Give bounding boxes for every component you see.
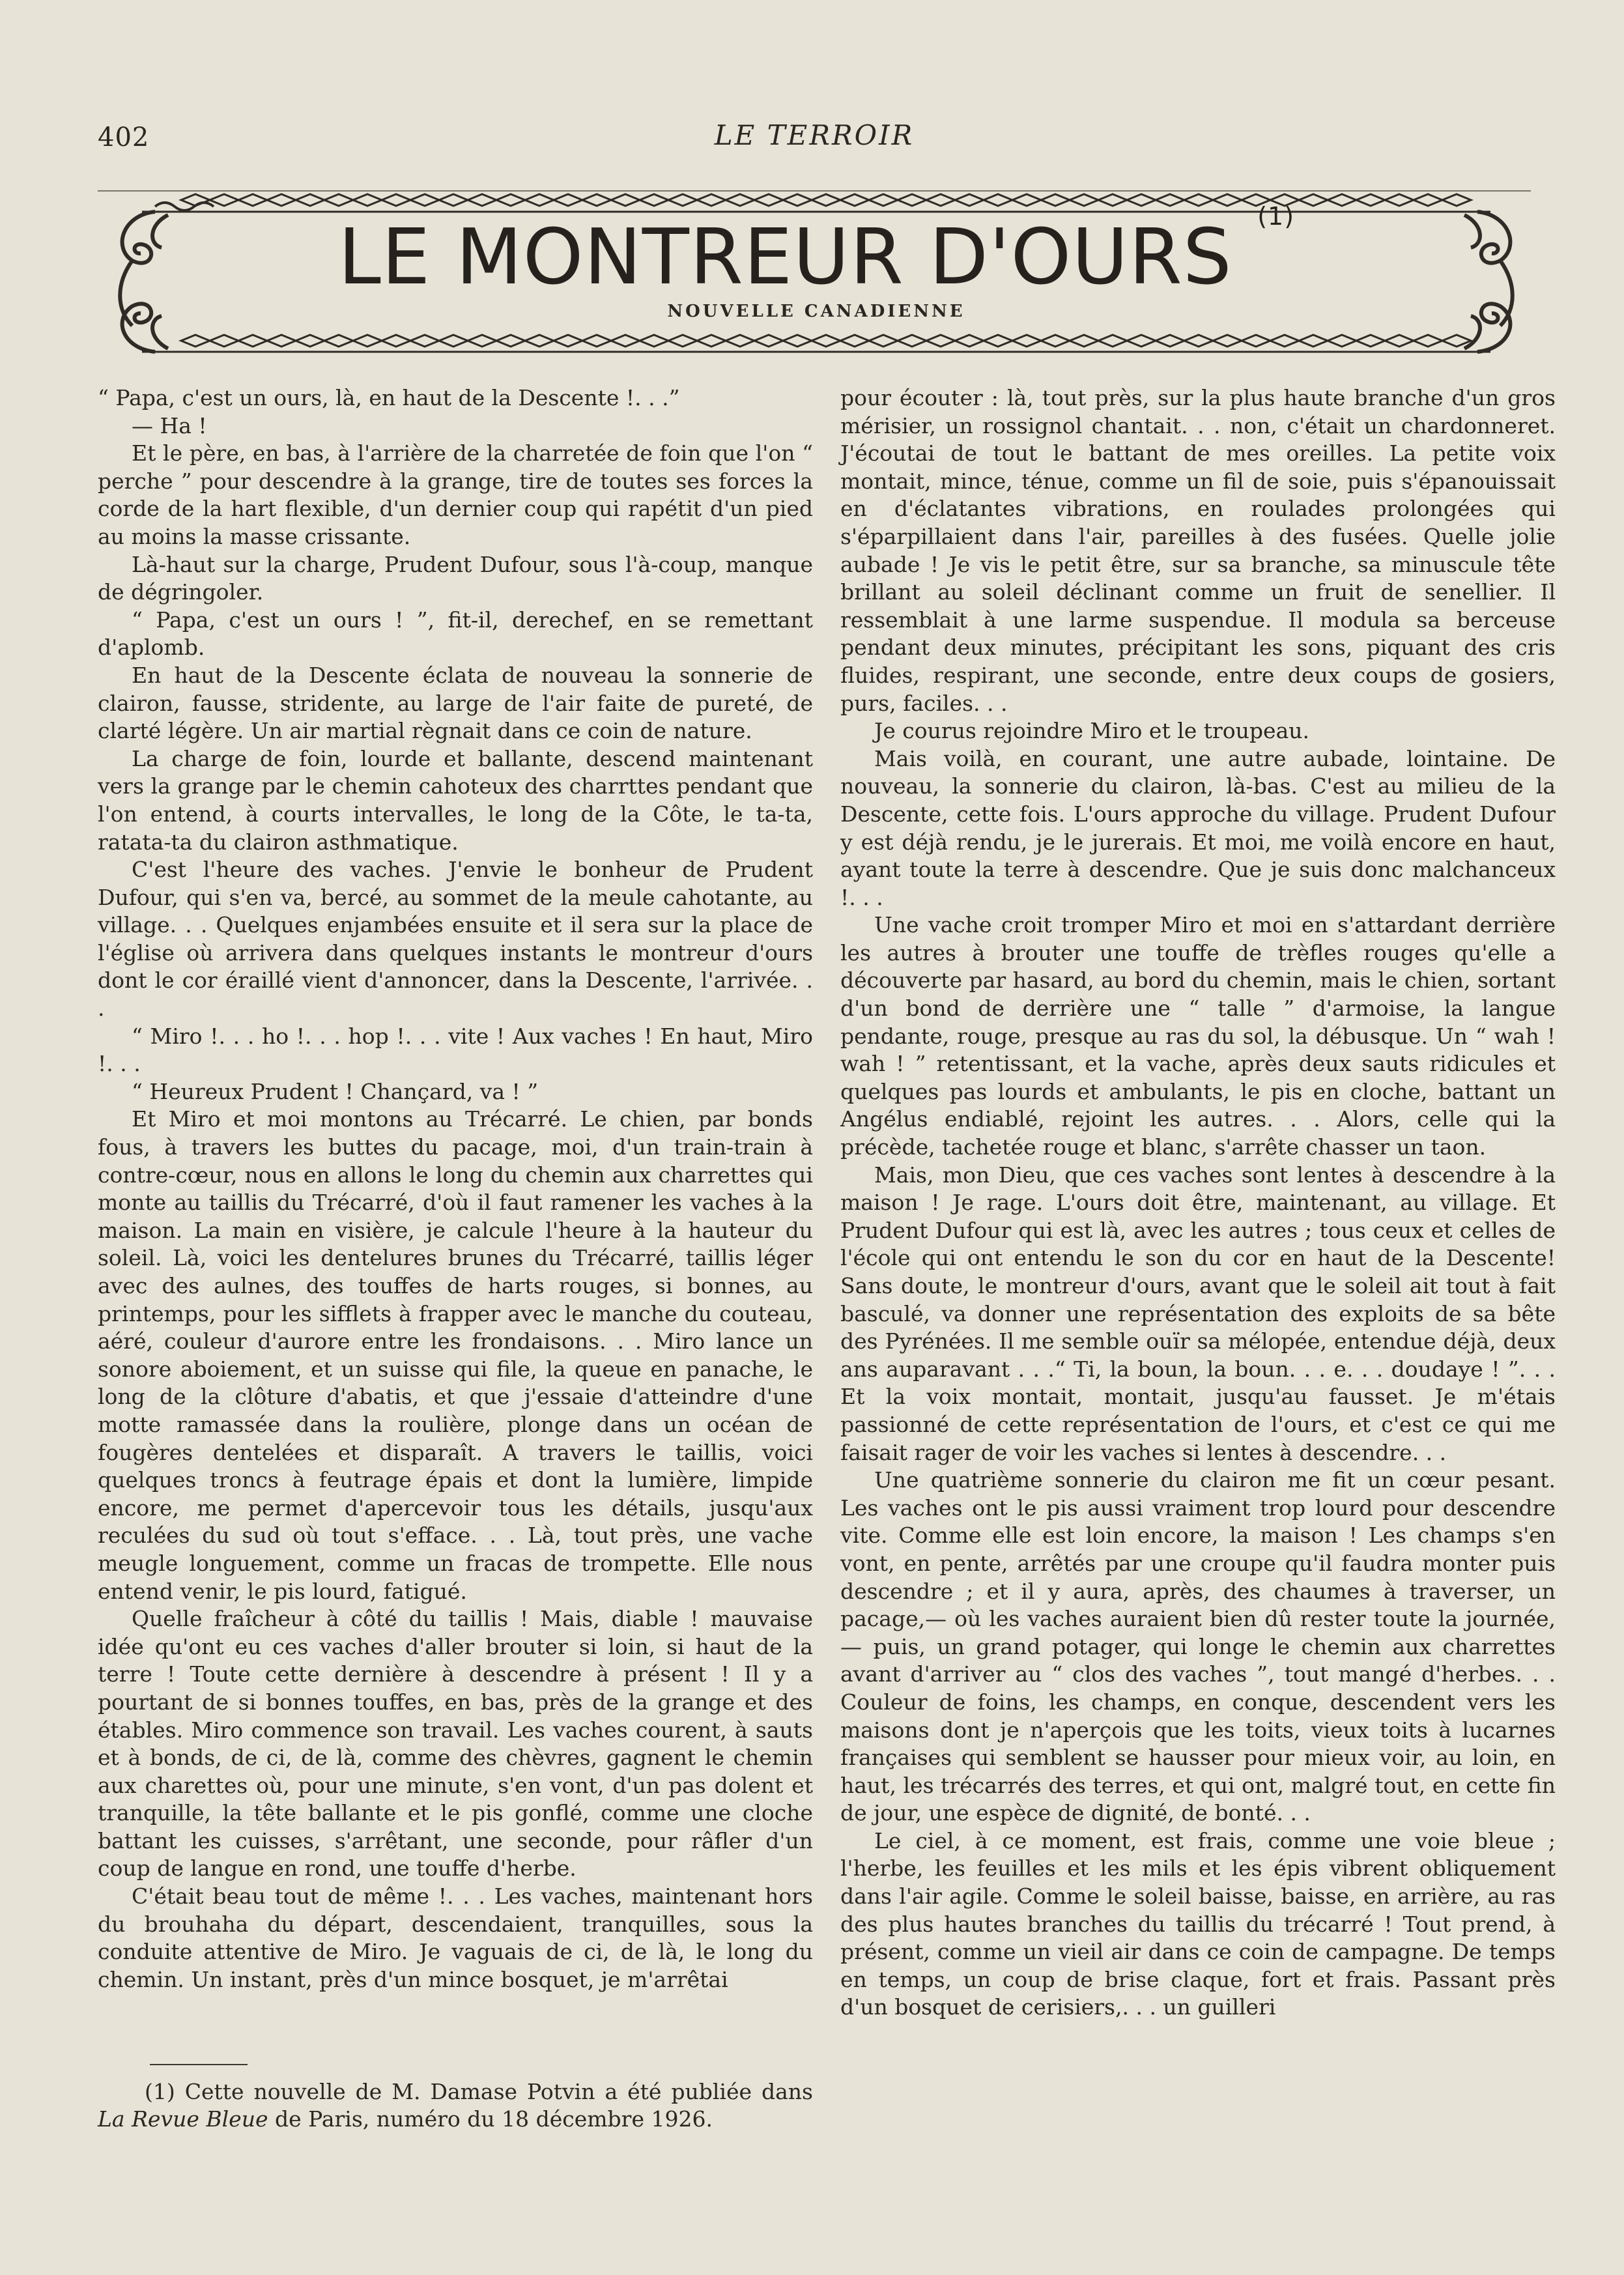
- frame-ornament-link: [984, 335, 1012, 347]
- frame-ornament-link: [640, 194, 668, 206]
- frame-ornament-link: [726, 335, 754, 347]
- frame-ornament-link: [926, 194, 955, 206]
- frame-ornament-link: [1270, 335, 1299, 347]
- frame-ornament-link: [955, 194, 984, 206]
- story-title: [103, 201, 1530, 302]
- frame-ornament-link: [468, 194, 496, 206]
- paragraph: La charge de foin, lourde et ballante, descend maintenant vers la grange par le chemin cahoteux des charrttes pendant que l'on entend, à courts intervalles, le long de la Côte, le ta-ta, ratata-ta du clairon asthmatique.: [98, 745, 813, 855]
- frame-ornament-link: [926, 335, 955, 347]
- frame-ornament-link: [611, 194, 640, 206]
- paragraph: Mais voilà, en courant, une autre aubade, lointaine. De nouveau, la sonnerie du clairon, là-bas. C'est au milieu de la Descente, cette fois. L'ours approche du village. Prudent Dufour y est déjà rendu, je le jurerais. Et moi, me voilà encore en haut, ayant toute la terre à descendre. Que je suis donc malchanceux !. . .: [840, 745, 1556, 910]
- frame-ornament-link: [238, 335, 267, 347]
- frame-ornament-link: [210, 335, 238, 347]
- frame-ornament-link: [1213, 335, 1242, 347]
- frame-ornament-link: [1127, 335, 1156, 347]
- frame-ornament-link: [754, 194, 783, 206]
- paragraph: Et Miro et moi montons au Trécarré. Le chien, par bonds fous, à travers les buttes du pacage, moi, d'un train-train à contre-cœur, nous en allons le long du chemin aux charrettes qui monte au taillis du Trécarré, d'où il faut ramener les vaches à la maison. La main en visière, je calcule l'heure à la hauteur du soleil. Là, voici les dentelures brunes du Trécarré, taillis léger avec des aulnes, des touffes de harts rouges, si bonnes, au printemps, pour les sifflets à frapper avec le manche du couteau, aéré, couleur d'aurore entre les frondaisons. . . Miro lance un sonore aboiement, et un suisse qui file, la queue en panache, le long de la clôture d'abatis, et que j'essaie d'atteindre d'une motte ramassée dans la roulière, plonge dans un océan de fougères dentelées et disparaît. A travers le taillis, voici quelques troncs à feutrage épais et dont la lumière, limpide encore, me permet d'apercevoir tous les détails, jusqu'aux reculées du sud où tout s'efface. . . Là, tout près, une vache meugle longuement, comme un fracas de trompette. Elle nous entend venir, le pis lourd, fatigué.: [98, 1106, 813, 1604]
- frame-ornament-link: [1442, 194, 1471, 206]
- footnote-rule: [150, 2064, 248, 2065]
- frame-ornament-link: [1070, 194, 1098, 206]
- paragraph: Le ciel, à ce moment, est frais, comme une voie bleue ; l'herbe, les feuilles et les mils et les épis vibrent obliquement dans l'air agile. Comme le soleil baisse, baisse, en arrière, au ras des plus hautes branches du taillis du trécarré ! Tout prend, à présent, comme un vieil air dans ce coin de campagne. De temps en temps, un coup de brise claque, fort et frais. Passant près d'un bosquet de cerisiers,. . . un guilleri: [840, 1827, 1556, 2020]
- frame-ornament-link: [410, 335, 439, 347]
- frame-ornament-link: [1041, 335, 1070, 347]
- frame-ornament-link: [812, 194, 840, 206]
- frame-ornament-link: [468, 335, 496, 347]
- frame-ornament-link: [812, 335, 840, 347]
- frame-ornament-link: [840, 335, 869, 347]
- frame-ornament-link: [611, 335, 640, 347]
- frame-ornament-link: [181, 335, 210, 347]
- frame-ornament-link: [554, 194, 582, 206]
- frame-ornament-link: [1098, 335, 1127, 347]
- frame-ornament-link: [1385, 194, 1414, 206]
- paragraph: Et le père, en bas, à l'arrière de la charretée de foin que l'on “ perche ” pour descendre à la grange, tire de toutes ses forces la corde de la hart flexible, d'un dernier coup qui rapétit d'un pied au moins la masse crissante.: [98, 440, 813, 549]
- frame-ornament-link: [324, 194, 353, 206]
- frame-ornament-link: [1156, 335, 1184, 347]
- frame-ornament-link: [410, 194, 439, 206]
- frame-ornament-link: [1184, 194, 1213, 206]
- frame-ornament-link: [1041, 194, 1070, 206]
- paragraph: pour écouter : là, tout près, sur la plus haute branche d'un gros mérisier, un rossignol chantait. . . non, c'était un chardonneret. J'écoutai de tout le battant de mes oreilles. La petite voix montait, mince, ténue, comme un fil de soie, puis s'épanouissait en d'éclatantes vibrations, en roulades prolongées qui s'éparpillaient dans l'air, pareilles à des fusées. Quelle jolie aubade ! Je vis le petit être, sur sa branche, sa minuscule tête brillant au soleil déclinant comme un fruit de senellier. Il ressemblait à une larme suspendue. Il modula sa berceuse pendant deux minutes, précipitant les sons, piquant des cris fluides, respirant, une seconde, entre deux coups de gosiers, purs, faciles. . .: [840, 385, 1556, 716]
- frame-ornament-link: [754, 335, 783, 347]
- frame-ornament-link: [582, 194, 611, 206]
- frame-ornament-link: [1414, 335, 1442, 347]
- paragraph: “ Heureux Prudent ! Chançard, va ! ”: [132, 1078, 539, 1104]
- paragraph: “ Miro !. . . ho !. . . hop !. . . vite ! Aux vaches ! En haut, Miro !. . .: [98, 1023, 813, 1077]
- frame-ornament-link: [382, 335, 410, 347]
- frame-ornament-link: [554, 335, 582, 347]
- footnote-text-end: de Paris, numéro du 18 décembre 1926.: [268, 2106, 713, 2132]
- story-subtitle: NOUVELLE CANADIENNE: [667, 302, 965, 321]
- frame-ornament-link: [1442, 335, 1471, 347]
- paragraph: C'est l'heure des vaches. J'envie le bonheur de Prudent Dufour, qui s'en va, bercé, au sommet de la meule cahotante, au village. . . Quelques enjambées ensuite et il sera sur la place de l'église où arrivera dans quelques instants le montreur d'ours dont le cor éraillé vient d'annoncer, dans la Descente, l'arrivée. . .: [98, 857, 813, 1022]
- frame-ornament-link: [582, 335, 611, 347]
- frame-ornament-link: [1184, 335, 1213, 347]
- footnote-publication: La Revue Bleue: [98, 2106, 268, 2132]
- page-number: 402: [98, 122, 150, 152]
- frame-ornament-link: [697, 335, 726, 347]
- paragraph: Une quatrième sonnerie du clairon me fit un cœur pesant. Les vaches ont le pis aussi vraiment trop lourd pour descendre vite. Comme elle est loin encore, la maison ! Les champs s'en vont, en pente, arrêtés par une croupe qu'il faudra monter puis descendre ; et il y aura, après, des chaumes à traverser, un pacage,— où les vaches auraient bien dû rester toute la journée,— puis, un grand potager, qui longe le chemin aux charrettes avant d'arriver au “ clos des vaches ”, tout mangé d'herbes. . . Couleur de foins, les champs, en conque, descendent vers les maisons dont je n'aperçois que les toits, vieux toits à lucarnes françaises qui semblent se hausser pour mieux voir, au loin, en haut, les trécarrés des terres, et qui ont, malgré tout, en cette fin de jour, une espèce de dignité, de bonté. . .: [840, 1467, 1556, 1826]
- frame-ornament-link: [1385, 335, 1414, 347]
- frame-ornament-link: [525, 194, 554, 206]
- frame-ornament-link: [324, 335, 353, 347]
- frame-ornament-link: [668, 194, 697, 206]
- left-column: [98, 384, 813, 1994]
- frame-ornament-link: [1242, 335, 1270, 347]
- frame-ornament-link: [869, 194, 898, 206]
- paragraph: Mais, mon Dieu, que ces vaches sont lentes à descendre à la maison ! Je rage. L'ours doit être, maintenant, au village. Et Prudent Dufour qui est là, avec les autres ; tous ceux et celles de l'école qui ont entendu le son du cor en haut de la Descente! Sans doute, le montreur d'ours, avant que le soleil ait tout à fait basculé, va donner une représentation des exploits de sa bête des Pyrénées. Il me semble ouïr sa mélopée, entendue déjà, deux ans auparavant . . .“ Ti, la boun, la boun. . . e. . . doudaye ! ”. . . Et la voix montait, montait, jusqu'au fausset. Je m'étais passionné de cette représentation de l'ours, et c'est ce qui me faisait rager de voir les vaches si lentes à descendre. . .: [840, 1162, 1556, 1465]
- footnote: [98, 2078, 813, 2133]
- paragraph: Quelle fraîcheur à côté du taillis ! Mais, diable ! mauvaise idée qu'ont eu ces vaches d'aller brouter si loin, si haut de la terre ! Toute cette dernière à descendre à présent ! Il y a pourtant de si bonnes touffes, en bas, près de la grange et des étables. Miro commence son travail. Les vaches courent, à sauts et à bonds, de ci, de là, comme des chèvres, gagnent le chemin aux charettes où, pour une minute, s'en vont, d'un pas dolent et tranquille, la tête ballante et le pis gonflé, comme une cloche battant les cuisses, s'arrêtant, une seconde, pour râfler d'un coup de langue en rond, une touffe d'herbe.: [98, 1606, 813, 1882]
- frame-ornament-link: [496, 194, 525, 206]
- paragraph: C'était beau tout de même !. . . Les vaches, maintenant hors du brouhaha du départ, descendaient, tranquilles, sous la conduite attentive de Miro. Je vaguais de ci, de là, le long du chemin. Un instant, près d'un mince bosquet, je m'arrêtai: [98, 1883, 813, 1992]
- frame-ornament-link: [267, 194, 296, 206]
- frame-ornament-link: [955, 335, 984, 347]
- title-banner: [103, 186, 1530, 362]
- frame-ornament-link: [353, 194, 382, 206]
- right-column: [840, 384, 1556, 2022]
- frame-ornament-link: [439, 335, 468, 347]
- frame-ornament-link: [296, 194, 324, 206]
- frame-ornament-link: [1299, 335, 1328, 347]
- story-title-text: LE MONTREUR D'OURS: [337, 212, 1232, 302]
- footnote-reference: (1): [1257, 201, 1295, 231]
- frame-ornament-link: [640, 335, 668, 347]
- frame-ornament-link: [1213, 194, 1242, 206]
- paragraph: “ Papa, c'est un ours ! ”, fit-il, derechef, en se remettant d'aplomb.: [98, 607, 813, 661]
- frame-ornament-link: [296, 335, 324, 347]
- frame-ornament-link: [840, 194, 869, 206]
- frame-ornament-link: [898, 194, 926, 206]
- frame-ornament-link: [1070, 335, 1098, 347]
- paragraph: En haut de la Descente éclata de nouveau la sonnerie de clairon, fausse, stridente, au large de l'air faite de pureté, de clarté légère. Un air martial règnait dans ce coin de nature.: [98, 662, 813, 744]
- paragraph: “ Papa, c'est un ours, là, en haut de la Descente !. . .”: [98, 385, 680, 410]
- paragraph: — Ha !: [132, 412, 207, 438]
- paragraph: Une vache croit tromper Miro et moi en s'attardant derrière les autres à brouter une touffe de trèfles rouges qu'elle a découverte par hasard, au bord du chemin, mais le chien, sortant d'un bond de derrière une “ talle ” d'armoise, la langue pendante, rouge, presque au ras du sol, la débusque. Un “ wah ! wah ! ” retentissant, et la vache, après deux sauts ridicules et quelques pas lourds et ambulants, le pis en cloche, battant un Angélus endiablé, rejoint les autres. . . Alors, celle qui la précède, tachetée rouge et blanc, s'arrête chasser un taon.: [840, 912, 1556, 1160]
- frame-ornament-link: [525, 335, 554, 347]
- frame-ornament-link: [382, 194, 410, 206]
- frame-ornament-link: [496, 335, 525, 347]
- frame-ornament-link: [1012, 335, 1041, 347]
- frame-ornament-link: [1356, 335, 1385, 347]
- frame-ornament-link: [1299, 194, 1328, 206]
- running-title: LE TERROIR: [714, 119, 915, 151]
- frame-ornament-link: [1328, 194, 1356, 206]
- frame-ornament-link: [238, 194, 267, 206]
- footnote-text: (1) Cette nouvelle de M. Damase Potvin a été publiée dans: [145, 2079, 813, 2104]
- frame-ornament-link: [1328, 335, 1356, 347]
- frame-ornament-link: [783, 335, 812, 347]
- frame-ornament-link: [869, 335, 898, 347]
- frame-ornament-link: [267, 335, 296, 347]
- frame-ornament-link: [1156, 194, 1184, 206]
- frame-ornament-link: [1012, 194, 1041, 206]
- frame-ornament-link: [1356, 194, 1385, 206]
- frame-ornament-link: [697, 194, 726, 206]
- frame-ornament-link: [353, 335, 382, 347]
- frame-ornament-link: [439, 194, 468, 206]
- frame-ornament-link: [1127, 194, 1156, 206]
- frame-ornament-link: [898, 335, 926, 347]
- paragraph: Là-haut sur la charge, Prudent Dufour, sous l'à-coup, manque de dégringoler.: [98, 551, 813, 605]
- frame-ornament-link: [210, 194, 238, 206]
- paragraph: Je courus rejoindre Miro et le troupeau.: [874, 718, 1309, 744]
- frame-ornament-link: [984, 194, 1012, 206]
- frame-ornament-link: [1098, 194, 1127, 206]
- frame-ornament-link: [783, 194, 812, 206]
- frame-ornament-link: [1414, 194, 1442, 206]
- frame-ornament-link: [726, 194, 754, 206]
- frame-ornament-link: [668, 335, 697, 347]
